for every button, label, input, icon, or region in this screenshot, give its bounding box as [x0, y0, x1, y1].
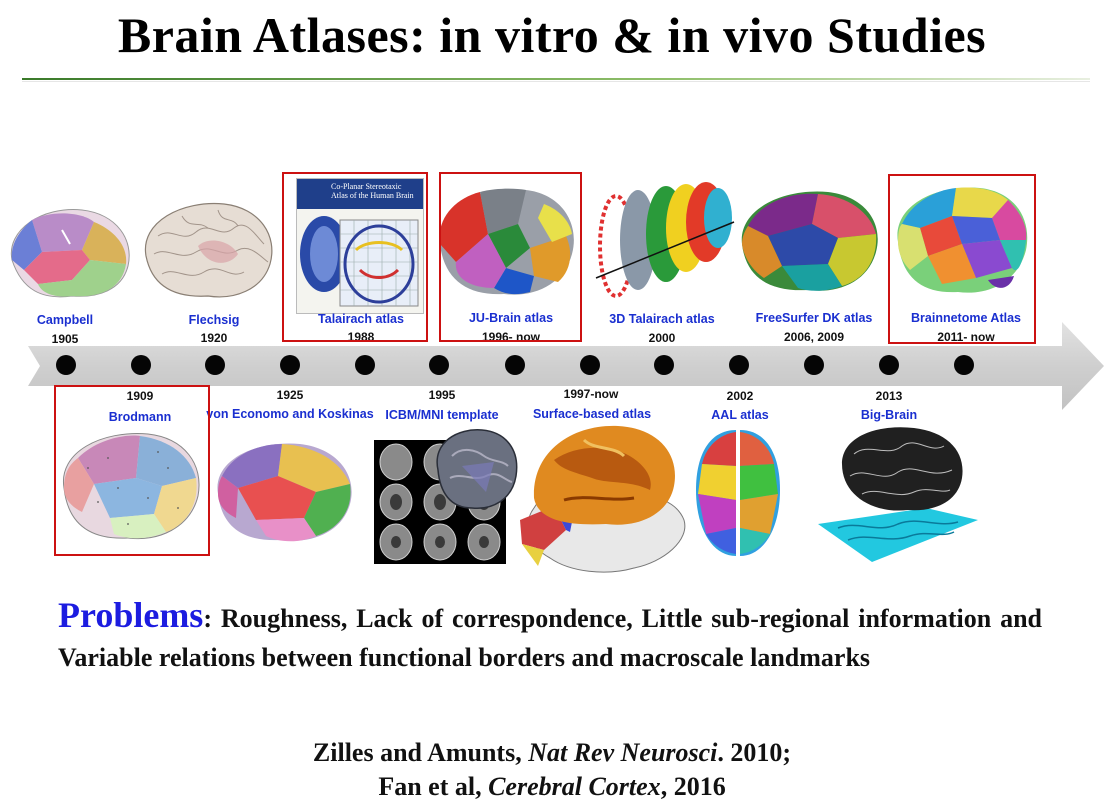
atlas-label-brodmann: Brodmann: [108, 410, 172, 424]
timeline-dot: [280, 355, 300, 375]
atlas-label-brainnetome: Brainnetome Atlas: [911, 311, 1021, 325]
reference-line-2: [0, 770, 1104, 804]
atlas-year-big-brain: 2013: [875, 389, 903, 403]
atlas-label-surface-based: Surface-based atlas: [532, 407, 652, 421]
timeline-dot: [654, 355, 674, 375]
atlas-year-brodmann: 1909: [126, 389, 154, 403]
reference-line-1: [0, 736, 1104, 770]
3d-talairach-image: [588, 182, 738, 306]
atlas-year-talairach: 1988: [347, 330, 375, 344]
atlas-year-jubrain: 1996- now: [481, 330, 541, 344]
timeline-dot: [429, 355, 449, 375]
timeline-dot: [804, 355, 824, 375]
freesurfer-dk-image: [738, 186, 884, 298]
atlas-label-talairach: Talairach atlas: [318, 312, 404, 326]
ref2-tail: , 2016: [660, 772, 726, 801]
timeline-dot: [729, 355, 749, 375]
ref1-journal: Nat Rev Neurosci: [528, 738, 718, 767]
atlas-year-von-economo: 1925: [276, 388, 304, 402]
ref1-tail: . 2010;: [717, 738, 792, 767]
von-economo-brain-image: [212, 436, 362, 548]
references: [0, 736, 1104, 804]
atlas-year-flechsig: 1920: [200, 331, 228, 345]
timeline-dot: [879, 355, 899, 375]
timeline-dot: [205, 355, 225, 375]
timeline-dot: [131, 355, 151, 375]
atlas-label-von-economo: von Economo and Koskinas: [206, 407, 374, 421]
book-cover-title: Co-Planar Stereotaxic Atlas of the Human Brain: [331, 182, 414, 200]
ref2-authors: Fan et al,: [378, 772, 489, 801]
atlas-label-big-brain: Big-Brain: [860, 408, 918, 422]
problems-colon: :: [203, 604, 212, 633]
icbm-3d-brain-image: [432, 426, 522, 512]
ref2-journal: Cerebral Cortex: [488, 772, 661, 801]
atlas-year-aal: 2002: [726, 389, 754, 403]
atlas-label-campbell: Campbell: [36, 313, 94, 327]
atlas-label-icbm: ICBM/MNI template: [385, 408, 499, 422]
aal-atlas-image: [692, 424, 784, 562]
timeline-dot: [355, 355, 375, 375]
atlas-label-jubrain: JU-Brain atlas: [468, 311, 554, 325]
problems-heading: Problems: [58, 595, 204, 635]
highlight-box-brainnetome: [888, 174, 1036, 344]
atlas-label-aal: AAL atlas: [711, 408, 769, 422]
atlas-label-3d-talairach: 3D Talairach atlas: [609, 312, 715, 326]
slide-title: Brain Atlases: in vitro & in vivo Studies: [117, 7, 987, 63]
flechsig-brain-image: [138, 196, 278, 304]
atlas-year-campbell: 1905: [51, 332, 79, 346]
timeline-dot: [56, 355, 76, 375]
timeline-dot: [505, 355, 525, 375]
surface-based-atlas-image: [514, 420, 690, 582]
highlight-box-jubrain: [439, 172, 582, 342]
atlas-year-icbm: 1995: [428, 388, 456, 402]
atlas-year-3d-talairach: 2000: [648, 331, 676, 345]
problems-text: Roughness, Lack of correspondence, Little sub-regional information and Variable relations between functional borders and macroscale landmarks: [58, 604, 1042, 672]
highlight-box-brodmann: [54, 385, 210, 556]
timeline-dot: [580, 355, 600, 375]
atlas-label-freesurfer-dk: FreeSurfer DK atlas: [755, 311, 873, 325]
atlas-year-brainnetome: 2011- now: [937, 330, 995, 344]
highlight-box-talairach: [282, 172, 428, 342]
atlas-year-freesurfer-dk: 2006, 2009: [783, 330, 845, 344]
campbell-brain-image: [2, 200, 134, 304]
problems-paragraph: [58, 596, 1042, 677]
big-brain-image: [818, 424, 978, 564]
atlas-label-flechsig: Flechsig: [188, 313, 240, 327]
timeline-dot: [954, 355, 974, 375]
ref1-authors: Zilles and Amunts,: [312, 738, 529, 767]
atlas-year-surface-based: 1997-now: [563, 387, 619, 401]
